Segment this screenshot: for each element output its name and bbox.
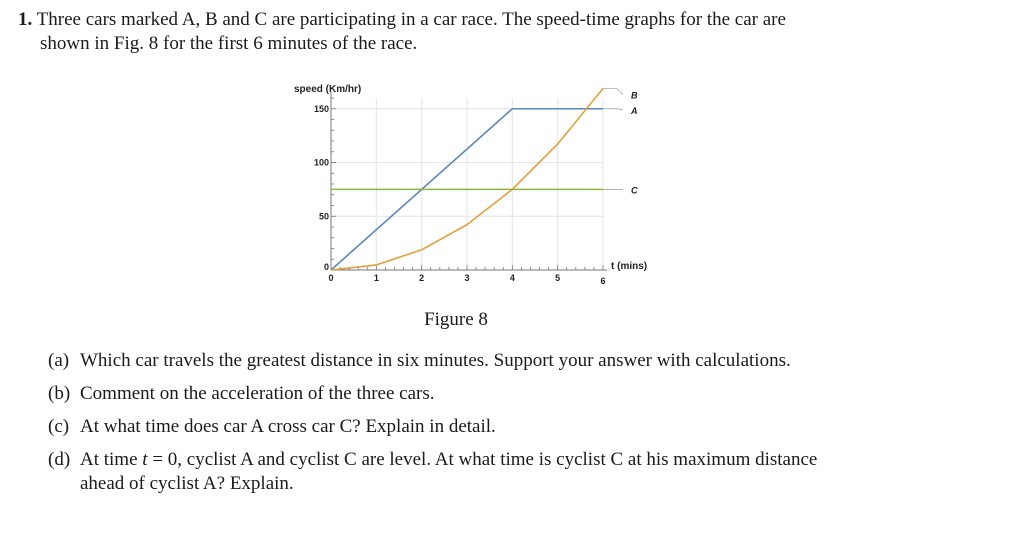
y-tick-label: 100 bbox=[313, 157, 329, 168]
series-label-a: A bbox=[631, 105, 638, 116]
question-number: 1. bbox=[18, 9, 33, 30]
x-tick-label: 3 bbox=[464, 273, 470, 283]
x-tick-label: 2 bbox=[419, 273, 425, 283]
part-a-text: Which car travels the greatest distance in six minutes. Support your answer with calculations. bbox=[80, 350, 791, 371]
part-a bbox=[48, 349, 948, 373]
part-d-variable: t bbox=[142, 449, 148, 470]
chart-grid bbox=[331, 98, 603, 270]
x-tick-label: 5 bbox=[555, 273, 561, 283]
chart-labels bbox=[294, 84, 647, 272]
figure-caption: Figure 8 bbox=[424, 309, 488, 330]
part-d bbox=[48, 448, 948, 496]
x-axis-title: t (mins) bbox=[611, 261, 648, 272]
part-a-label: (a) bbox=[48, 350, 70, 371]
x-tick-label: 4 bbox=[509, 273, 515, 283]
x-tick-label: 6 bbox=[600, 276, 606, 286]
question-parts bbox=[48, 349, 948, 505]
y-tick-label: 50 bbox=[318, 211, 329, 222]
part-d-text-pre: At time bbox=[80, 449, 143, 470]
y-tick-label: 0 bbox=[323, 262, 329, 272]
part-c-text: At what time does car A cross car C? Explain in detail. bbox=[80, 416, 496, 437]
chart-ticks bbox=[314, 98, 606, 286]
y-axis-title: speed (Km/hr) bbox=[294, 84, 362, 95]
part-c-label: (c) bbox=[48, 416, 70, 437]
question-line-2: shown in Fig. 8 for the first 6 minutes of the race. bbox=[40, 33, 418, 54]
part-d-label: (d) bbox=[48, 449, 71, 470]
part-d-text bbox=[80, 448, 948, 496]
part-b-text: Comment on the acceleration of the three cars. bbox=[80, 383, 435, 404]
speed-time-chart bbox=[280, 76, 680, 291]
series-label-c: C bbox=[631, 185, 638, 196]
question-text bbox=[18, 8, 978, 56]
y-tick-label: 150 bbox=[313, 103, 329, 114]
chart-axes bbox=[331, 92, 607, 270]
part-c bbox=[48, 415, 948, 439]
question-line-1: Three cars marked A, B and C are participating in a car race. The speed-time graphs for the car are bbox=[36, 9, 786, 30]
series-leader-a bbox=[603, 109, 623, 110]
series-label-b: B bbox=[631, 90, 638, 101]
part-d-text-line2: ahead of cyclist A? Explain. bbox=[80, 473, 294, 494]
part-d-text-post: = 0, cyclist A and cyclist C are level. At what time is cyclist C at his maximum distance bbox=[147, 449, 818, 470]
x-tick-label: 1 bbox=[373, 273, 379, 283]
series-leader-b bbox=[603, 89, 623, 95]
x-tick-label: 0 bbox=[328, 273, 334, 283]
part-b bbox=[48, 382, 948, 406]
part-b-label: (b) bbox=[48, 383, 71, 404]
